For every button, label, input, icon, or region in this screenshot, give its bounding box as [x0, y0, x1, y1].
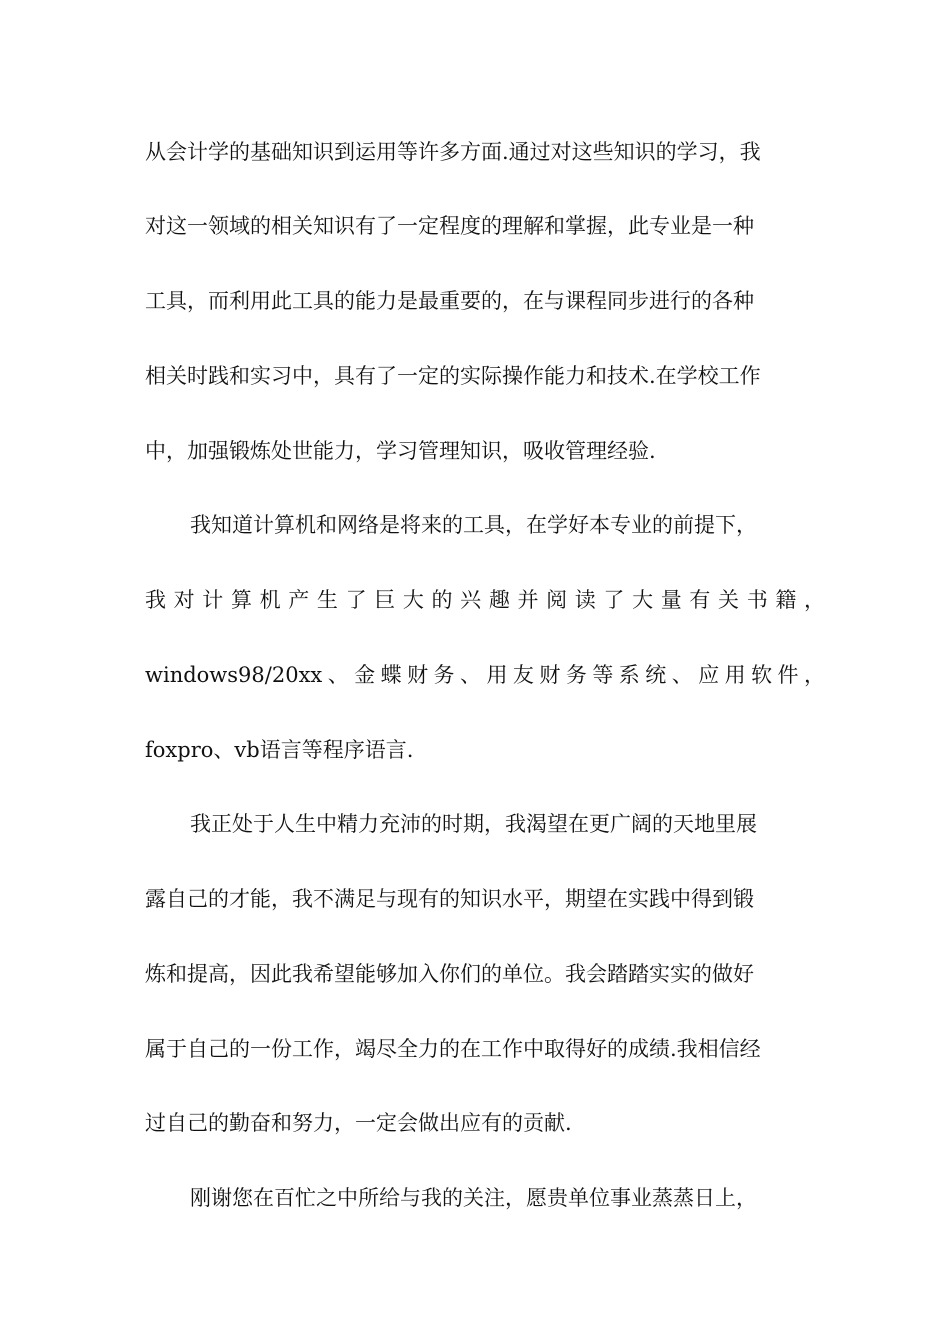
paragraph-2-line-3: windows98/20xx、金蝶财务、用友财务等系统、应用软件， [145, 663, 825, 687]
paragraph-1-line-5: 中，加强锻炼处世能力，学习管理知识，吸收管理经验. [145, 439, 656, 463]
paragraph-3-line-5: 过自己的勤奋和努力，一定会做出应有的贡献. [145, 1111, 572, 1135]
paragraph-1-line-3: 工具，而利用此工具的能力是最重要的，在与课程同步进行的各种 [145, 289, 754, 313]
paragraph-3-line-3: 炼和提高，因此我希望能够加入你们的单位。我会踏踏实实的做好 [145, 962, 754, 986]
paragraph-3-line-2: 露自己的才能，我不满足与现有的知识水平，期望在实践中得到锻 [145, 887, 754, 911]
paragraph-3-line-4: 属于自己的一份工作，竭尽全力的在工作中取得好的成绩.我相信经 [145, 1037, 761, 1061]
paragraph-2-line-4: foxpro、vb语言等程序语言. [145, 738, 414, 762]
paragraph-4-line-1: 刚谢您在百忙之中所给与我的关注，愿贵单位事业蒸蒸日上， [190, 1186, 757, 1210]
paragraph-2-line-1: 我知道计算机和网络是将来的工具，在学好本专业的前提下， [190, 513, 757, 537]
paragraph-2-line-2: 我对计算机产生了巨大的兴趣并阅读了大量有关书籍， [145, 588, 825, 612]
paragraph-1-line-4: 相关时践和实习中，具有了一定的实际操作能力和技术.在学校工作 [145, 364, 761, 388]
paragraph-1-line-2: 对这一领域的相关知识有了一定程度的理解和掌握，此专业是一种 [145, 214, 754, 238]
paragraph-3-line-1: 我正处于人生中精力充沛的时期，我渴望在更广阔的天地里展 [190, 812, 757, 836]
paragraph-1-line-1: 从会计学的基础知识到运用等许多方面.通过对这些知识的学习，我 [145, 140, 761, 164]
